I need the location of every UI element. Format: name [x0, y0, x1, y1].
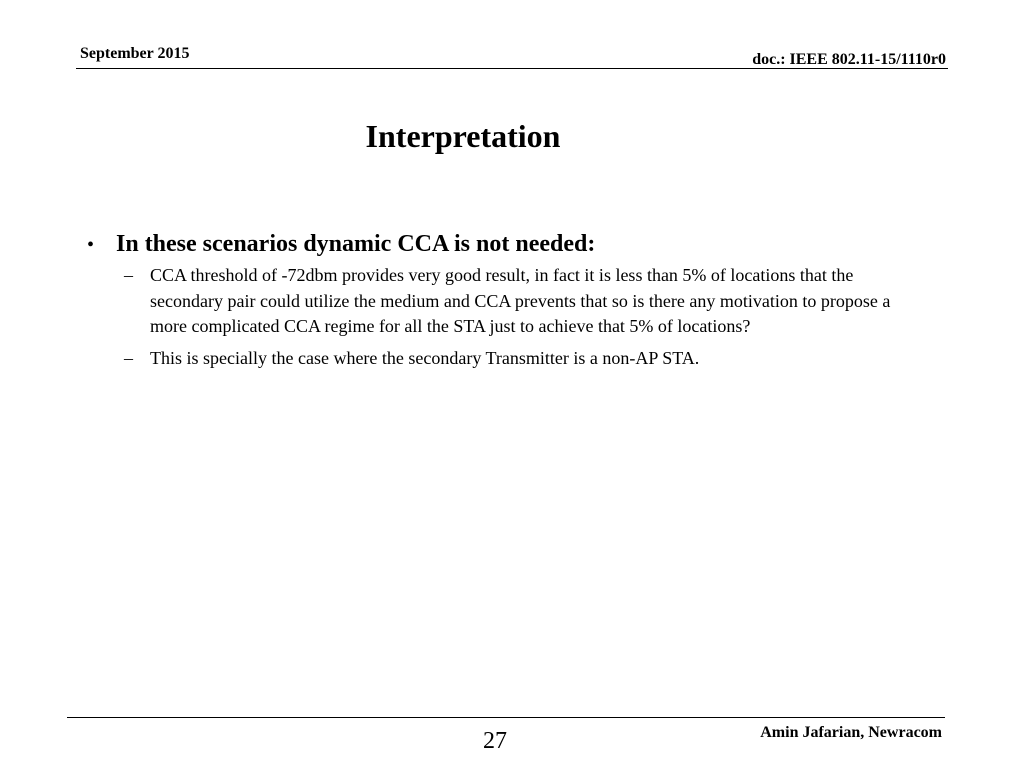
slide-content [87, 228, 947, 377]
slide-title: Interpretation [365, 118, 561, 154]
header-divider [76, 68, 948, 69]
sub-bullet-list [124, 263, 947, 371]
sub-bullet-item [124, 346, 947, 372]
header-date: September 2015 [80, 45, 190, 62]
sub-bullet-text: This is specially the case where the secondary Transmitter is a non-AP STA. [150, 347, 700, 368]
sub-bullet-text: CCA threshold of -72dbm provides very good result, in fact it is less than 5% of locations that the secondary pair could utilize the medium and CCA prevents that so is there any motivation to propose a more complicated CCA regime for all the STA just to achieve that 5% of locations? [150, 265, 891, 336]
footer-author: Amin Jafarian, Newracom [760, 724, 942, 741]
bullet-marker: • [87, 234, 95, 256]
page-number: 27 [483, 728, 507, 754]
bullet-main [87, 228, 947, 261]
footer-divider [67, 717, 945, 718]
sub-bullet-item [124, 263, 947, 340]
bullet-main-text: In these scenarios dynamic CCA is not needed: [116, 231, 596, 257]
sub-bullet-marker: – [124, 347, 133, 368]
sub-bullet-marker: – [124, 265, 133, 285]
header-doc-id: doc.: IEEE 802.11-15/1110r0 [752, 51, 946, 68]
